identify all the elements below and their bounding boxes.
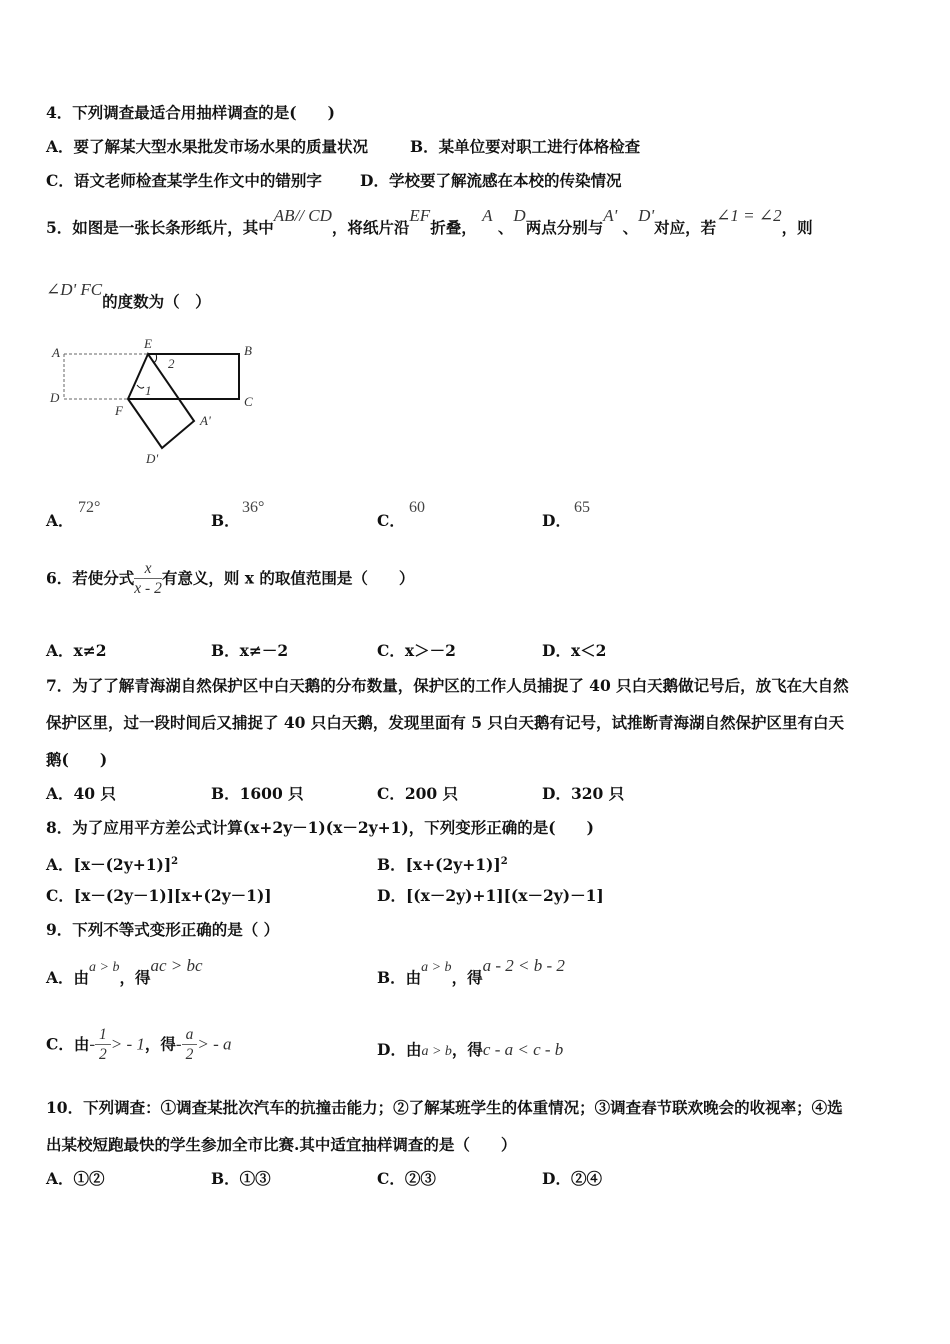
q9-d-text: ，得	[451, 1040, 483, 1059]
q5-text-7: 对应，若	[654, 218, 717, 237]
q9-c-rest: > - 1	[110, 1034, 145, 1054]
q5-math-ab-cd: AB// CD	[273, 206, 332, 225]
q9-c-rest2: > - a	[197, 1034, 232, 1054]
q10-option-b: B．①③	[211, 1169, 271, 1188]
q5-text-4: 、	[497, 218, 514, 237]
q10-option-c: C．②③	[377, 1169, 436, 1188]
q5-math-d-prime: D'	[638, 206, 655, 225]
q8-option-b-text: B．[x+(2y+1)]	[377, 855, 501, 875]
q5-stem	[46, 206, 813, 238]
q5-option-c-label: C．	[377, 511, 405, 530]
q9-c-num: 1	[95, 1026, 111, 1045]
q9-c-neg: -	[89, 1034, 96, 1054]
q4-option-a: A．要了解某大型水果批发市场水果的质量状况	[46, 137, 369, 156]
q5-option-a-label: A．	[46, 511, 74, 530]
q9-c-neg2: -	[175, 1034, 182, 1054]
q4-option-c: C．语文老师检查某学生作文中的错别字	[46, 171, 322, 190]
fig-label-f: F	[115, 403, 123, 418]
q5-math-d: D	[513, 206, 526, 225]
q7-line-1: 7．为了了解青海湖自然保护区中白天鹅的分布数量，保护区的工作人员捕捉了 40 只白天鹅做记号后，放飞在大自然	[46, 676, 849, 695]
q9-a-text: ，得	[119, 968, 151, 987]
q7-option-c: C．200 只	[377, 784, 459, 803]
q9-b-math-2: a - 2 < b - 2	[482, 956, 565, 975]
q9-a-math-2: ac > bc	[150, 956, 203, 975]
q9-stem: 9．下列不等式变形正确的是（ ）	[46, 920, 280, 939]
q6-fraction	[134, 560, 162, 599]
q7-option-b: B．1600 只	[211, 784, 304, 803]
q9-c-fraction	[95, 1026, 111, 1065]
q8-option-b	[377, 852, 508, 875]
q5-option-c-value: 60	[409, 499, 425, 516]
q6-option-a: A．x≠2	[46, 641, 107, 660]
fig-label-e: E	[144, 336, 152, 351]
q9-c-label: C．由	[46, 1034, 90, 1054]
fig-label-d-prime: D'	[146, 451, 159, 466]
q4-option-d: D．学校要了解流感在本校的传染情况	[360, 171, 622, 190]
q10-line-2: 出某校短跑最快的学生参加全市比赛.其中适宜抽样调查的是（ ）	[46, 1135, 517, 1154]
q5-figure	[44, 335, 274, 470]
q6-fraction-num: x	[134, 560, 162, 579]
q5-option-a-value: 72°	[78, 499, 101, 516]
fig-label-a-prime: A'	[200, 413, 211, 428]
q6-option-d: D．x＜2	[542, 641, 607, 660]
q7-line-2: 保护区里，过一段时间后又捕捉了 40 只白天鹅，发现里面有 5 只白天鹅有记号，试推断青海湖自然保护区里有白天	[46, 713, 844, 732]
q8-option-a	[46, 852, 178, 875]
fig-label-c: C	[244, 394, 253, 409]
q9-option-a	[46, 956, 203, 990]
q7-line-3: 鹅( )	[46, 750, 108, 769]
q9-d-math-2: c - a < c - b	[482, 1040, 564, 1059]
fig-label-b: B	[244, 343, 252, 358]
fig-label-d: D	[50, 390, 60, 405]
q5-math-ef: EF	[409, 206, 431, 225]
fig-label-a: A	[52, 345, 60, 360]
q5-math-angle-eq: ∠1 = ∠2	[716, 206, 782, 225]
q6-text-1: 6．若使分式	[46, 568, 135, 588]
q5-option-b-value: 36°	[242, 499, 265, 516]
q9-c-text: ，得	[144, 1034, 176, 1054]
q5-text-8: ，则	[781, 218, 813, 237]
q5-option-d-label: D．	[542, 511, 571, 530]
q8-option-a-text: A．[x－(2y+1)]	[46, 855, 172, 875]
q9-b-math-1: a > b	[421, 960, 452, 975]
fig-label-2: 2	[168, 356, 175, 371]
q9-b-text: ，得	[451, 968, 483, 987]
q8-option-d: D．[(x－2y)+1][(x－2y)－1]	[377, 886, 604, 905]
q7-option-a: A．40 只	[46, 784, 116, 803]
q9-c-den: 2	[99, 1046, 107, 1063]
q4-option-b: B．某单位要对职工进行体格检查	[410, 137, 641, 156]
q5-text-2: ，将纸片沿	[331, 218, 410, 237]
q9-b-label: B．由	[377, 968, 422, 987]
q8-option-a-square: 2	[171, 856, 179, 867]
q5-stem-line2	[46, 280, 211, 312]
q7-option-d: D．320 只	[542, 784, 625, 803]
q5-math-angle-dfc: ∠D' FC	[46, 280, 103, 299]
q6-fraction-den: x - 2	[134, 580, 162, 597]
q6-stem	[46, 560, 414, 599]
q6-option-b: B．x≠－2	[211, 641, 289, 660]
q9-c-num2: a	[182, 1026, 198, 1045]
q5-option-b-label: B．	[211, 511, 240, 530]
q8-stem: 8．为了应用平方差公式计算(x+2y－1)(x－2y+1)，下列变形正确的是( )	[46, 818, 594, 837]
q8-option-b-square: 2	[500, 856, 508, 867]
q4-stem: 4．下列调查最适合用抽样调查的是( )	[46, 103, 335, 122]
q5-math-a-prime: A'	[603, 206, 618, 225]
q5-text-3: 折叠，	[430, 218, 477, 237]
q9-c-den2: 2	[185, 1046, 194, 1063]
q5-math-a: A	[482, 206, 493, 225]
fig-angle-1-arc	[137, 385, 144, 388]
fig-label-1: 1	[145, 383, 152, 398]
q10-option-a: A．①②	[46, 1169, 105, 1188]
q5-text-9: 的度数为（ ）	[102, 292, 211, 311]
q9-c-fraction-2	[182, 1026, 198, 1065]
q6-option-c: C．x＞－2	[377, 641, 456, 660]
q9-option-b	[377, 956, 565, 990]
q5-option-d-value: 65	[574, 499, 590, 516]
q9-d-math-1: a > b	[421, 1044, 452, 1059]
q9-option-c	[46, 1026, 231, 1065]
q9-a-math-1: a > b	[89, 960, 120, 975]
q9-option-d	[377, 1040, 563, 1062]
q10-option-d: D．②④	[542, 1169, 602, 1188]
q9-d-label: D．由	[377, 1040, 422, 1059]
q5-text-1: 5．如图是一张长条形纸片，其中	[46, 218, 274, 237]
q10-line-1: 10．下列调查：①调查某批次汽车的抗撞击能力；②了解某班学生的体重情况；③调查春节联欢晚会的收视率；④选	[46, 1098, 843, 1117]
q9-a-label: A．由	[46, 968, 90, 987]
fig-folded-part	[128, 354, 194, 448]
q5-text-6: 、	[622, 218, 639, 237]
q6-text-2: 有意义，则 x 的取值范围是（ ）	[161, 568, 415, 588]
q5-text-5: 两点分别与	[525, 218, 604, 237]
q8-option-c: C．[x－(2y－1)][x+(2y－1)]	[46, 886, 272, 905]
